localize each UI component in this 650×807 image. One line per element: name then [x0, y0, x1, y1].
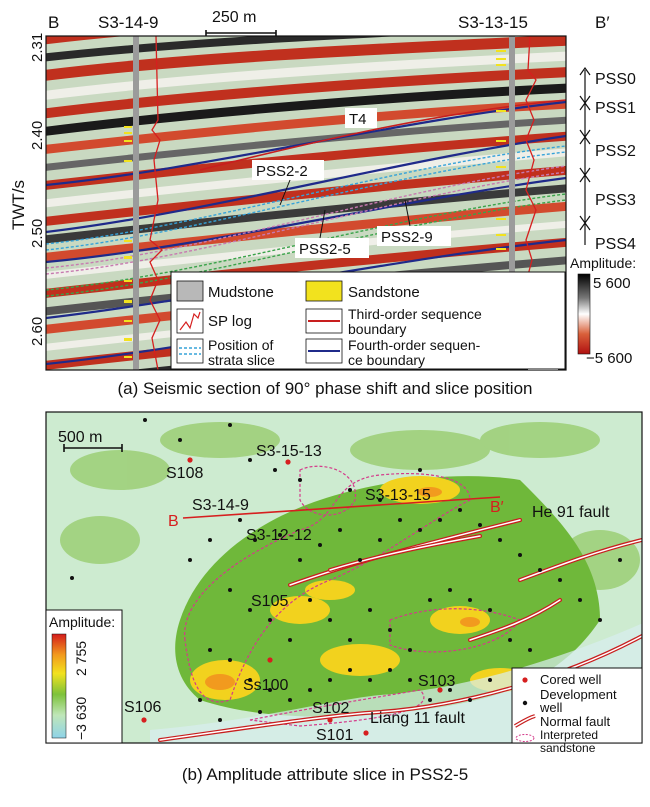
- y-tick-3: 2.50: [29, 218, 46, 248]
- well-s108: S108: [166, 465, 204, 482]
- legend-dev-symbol: [523, 701, 527, 705]
- legend-mudstone-swatch: [177, 281, 203, 301]
- line-label-b-prime: B′: [490, 499, 504, 516]
- amplitude-title-a: Amplitude:: [570, 255, 637, 271]
- legend-sandstone: Sandstone: [348, 284, 420, 301]
- legend-sp-log: SP log: [208, 313, 252, 330]
- legend-slice-2: strata slice: [208, 352, 275, 368]
- fault-liang11: Liang 11 fault: [370, 710, 465, 727]
- y-tick-1: 2.31: [29, 32, 46, 62]
- sequence-markers: [580, 68, 590, 245]
- legend-cored: Cored well: [540, 672, 602, 687]
- sequence-pss0: PSS0: [595, 71, 636, 88]
- line-label-b: B: [168, 513, 179, 530]
- well-s106: S106: [124, 699, 162, 716]
- horizon-pss2-5: PSS2-5: [299, 241, 351, 258]
- amplitude-min-a: −5 600: [586, 350, 633, 367]
- legend-a: [171, 272, 565, 369]
- amplitude-bar-b: [52, 634, 66, 738]
- y-tick-2: 2.40: [29, 120, 46, 150]
- well-s3-12-12: S3-12-12: [246, 527, 312, 544]
- sequence-pss4: PSS4: [595, 236, 636, 253]
- legend-slice-1: Position of: [208, 337, 274, 353]
- label-b-right: B′: [595, 13, 610, 32]
- sequence-pss3: PSS3: [595, 192, 636, 209]
- amplitude-bar-a: [578, 274, 590, 354]
- horizon-pss2-9: PSS2-9: [381, 229, 433, 246]
- legend-b: [512, 668, 642, 755]
- caption-b: (b) Amplitude attribute slice in PSS2-5: [181, 765, 469, 784]
- sequence-pss1: PSS1: [595, 100, 636, 117]
- legend-dev-1: Development: [540, 687, 617, 702]
- well-s3-14-9: S3-14-9: [192, 497, 249, 514]
- legend-cored-symbol: [522, 677, 527, 682]
- amplitude-max-b: 2 755: [73, 640, 89, 676]
- sequence-pss2: PSS2: [595, 143, 636, 160]
- well-s3-13-15: S3-13-15: [365, 487, 431, 504]
- panel-a: [9, 9, 643, 402]
- well-track-left: [133, 36, 139, 370]
- legend-normal-fault: Normal fault: [540, 714, 611, 729]
- legend-mudstone: Mudstone: [208, 284, 274, 301]
- panel-b: [46, 412, 650, 784]
- legend-dev-2: well: [540, 700, 563, 715]
- y-axis-title: TWT/s: [9, 179, 28, 230]
- well-ss100: Ss100: [243, 677, 289, 694]
- scale-bar-b-label: 500 m: [58, 429, 103, 446]
- y-ticks: [29, 33, 46, 346]
- well-label-s3-14-9: S3-14-9: [98, 13, 159, 32]
- legend-third-order-1: Third-order sequence: [348, 306, 482, 322]
- legend-interp-2: sandstone: [540, 741, 596, 755]
- well-s101: S101: [316, 727, 354, 744]
- caption-a: (a) Seismic section of 90° phase shift and slice position: [117, 379, 533, 398]
- well-s3-15-13: S3-15-13: [256, 443, 322, 460]
- amplitude-min-b: −3 630: [73, 696, 89, 740]
- amplitude-max-a: 5 600: [593, 275, 631, 292]
- label-b-left: B: [48, 13, 60, 32]
- well-s105: S105: [251, 593, 289, 610]
- legend-interp-1: Interpreted: [540, 728, 599, 742]
- well-s103: S103: [418, 673, 456, 690]
- y-tick-4: 2.60: [29, 316, 46, 346]
- horizon-pss2-2: PSS2-2: [256, 163, 308, 180]
- horizon-t4: T4: [349, 111, 367, 128]
- well-s102: S102: [312, 700, 350, 717]
- scale-bar-label: 250 m: [212, 9, 257, 26]
- legend-fourth-order-1: Fourth-order sequen-: [348, 337, 481, 353]
- amplitude-title-b: Amplitude:: [49, 614, 116, 630]
- well-label-s3-13-15: S3-13-15: [458, 13, 528, 32]
- scale-bar: [206, 30, 276, 36]
- fault-he91: He 91 fault: [532, 504, 610, 521]
- legend-sandstone-swatch: [306, 281, 342, 301]
- legend-third-order-2: boundary: [348, 321, 407, 337]
- legend-fourth-order-2: ce boundary: [348, 352, 426, 368]
